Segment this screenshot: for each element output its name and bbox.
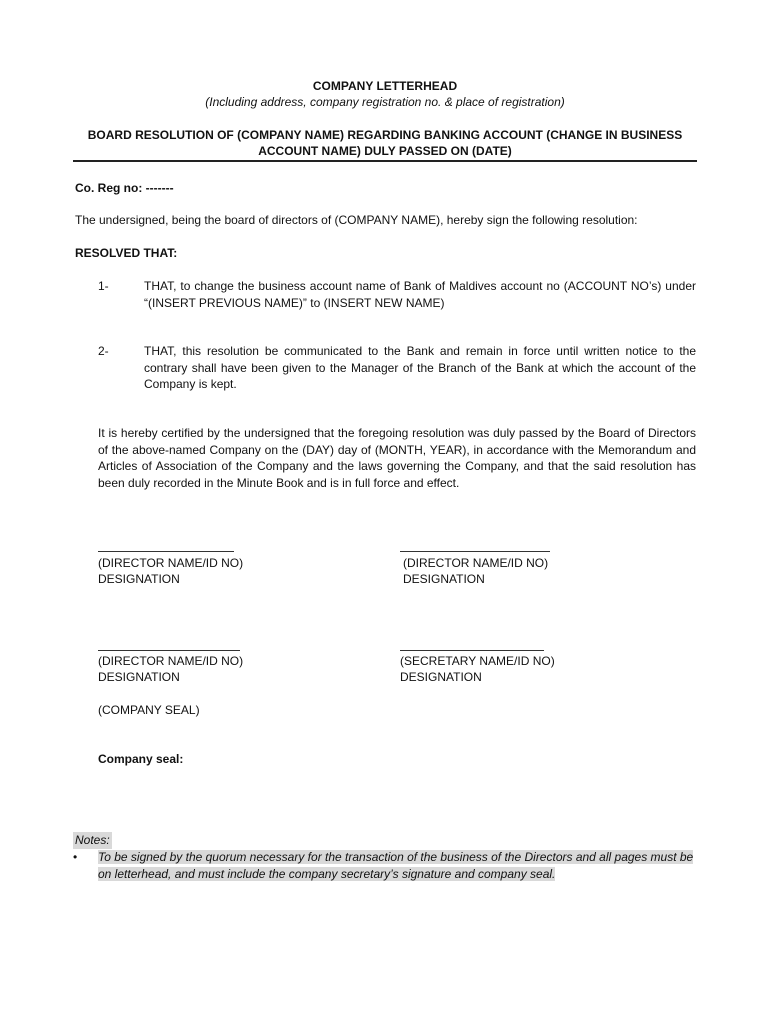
signature-line-2 [400,551,550,552]
signatory-name-3: (DIRECTOR NAME/ID NO) [98,654,244,668]
company-seal-placeholder: (COMPANY SEAL) [98,703,200,717]
resolved-heading: RESOLVED THAT: [75,246,178,260]
notes-text-content: To be signed by the quorum necessary for the transaction of the business of the Directors and all pages must be on letterhead, and must include the company secretary’s signature and company seal. [98,850,694,881]
signatory-designation-1: DESIGNATION [98,572,180,586]
item-text-2: THAT, this resolution be communicated to the Bank and remain in force until written notice to the contrary shall have been given to the Manager of the Branch of the Bank at which the account of the Company is kept. [144,344,696,391]
signature-line-4 [400,650,544,651]
item-text-1: THAT, to change the business account name of Bank of Maldives account no (ACCOUNT NO’s) under “(INSERT PREVIOUS NAME)” to (INSERT NEW NAME) [144,279,696,310]
notes-text [98,849,694,882]
signatory-name-4: (SECRETARY NAME/ID NO) [400,654,555,668]
notes-heading: Notes: [75,833,110,847]
company-reg-no: Co. Reg no: ------- [75,181,174,195]
signatory-designation-2: DESIGNATION [403,572,485,586]
signature-line-1 [98,551,234,552]
signatory-designation-4: DESIGNATION [400,670,482,684]
item-number-2: 2- [98,344,109,358]
resolution-title-line2: ACCOUNT NAME) DULY PASSED ON (DATE) [258,144,512,158]
signatory-name-2: (DIRECTOR NAME/ID NO) [403,556,549,570]
intro-paragraph: The undersigned, being the board of directors of (COMPANY NAME), hereby sign the following resolution: [75,213,638,227]
signatory-name-1: (DIRECTOR NAME/ID NO) [98,556,244,570]
company-seal-label: Company seal: [98,752,184,766]
letterhead-subtitle: (Including address, company registration no. & place of registration) [205,95,565,109]
signature-line-3 [98,650,240,651]
header-divider [73,160,697,162]
certification-paragraph: It is hereby certified by the undersigned that the foregoing resolution was duly passed by the Board of Directors of the above-named Company on the (DAY) day of (MONTH, YEAR), in accordance with the Memorandum and Articles of Association of the Company and the laws governing the Company, and that the said resolution has been duly recorded in the Minute Book and is in full force and effect. [98,426,696,490]
signatory-designation-3: DESIGNATION [98,670,180,684]
resolution-title-line1: BOARD RESOLUTION OF (COMPANY NAME) REGARDING BANKING ACCOUNT (CHANGE IN BUSINESS [87,128,683,142]
bullet-icon: • [73,850,78,864]
item-number-1: 1- [98,279,109,293]
letterhead-title: COMPANY LETTERHEAD [312,79,458,93]
